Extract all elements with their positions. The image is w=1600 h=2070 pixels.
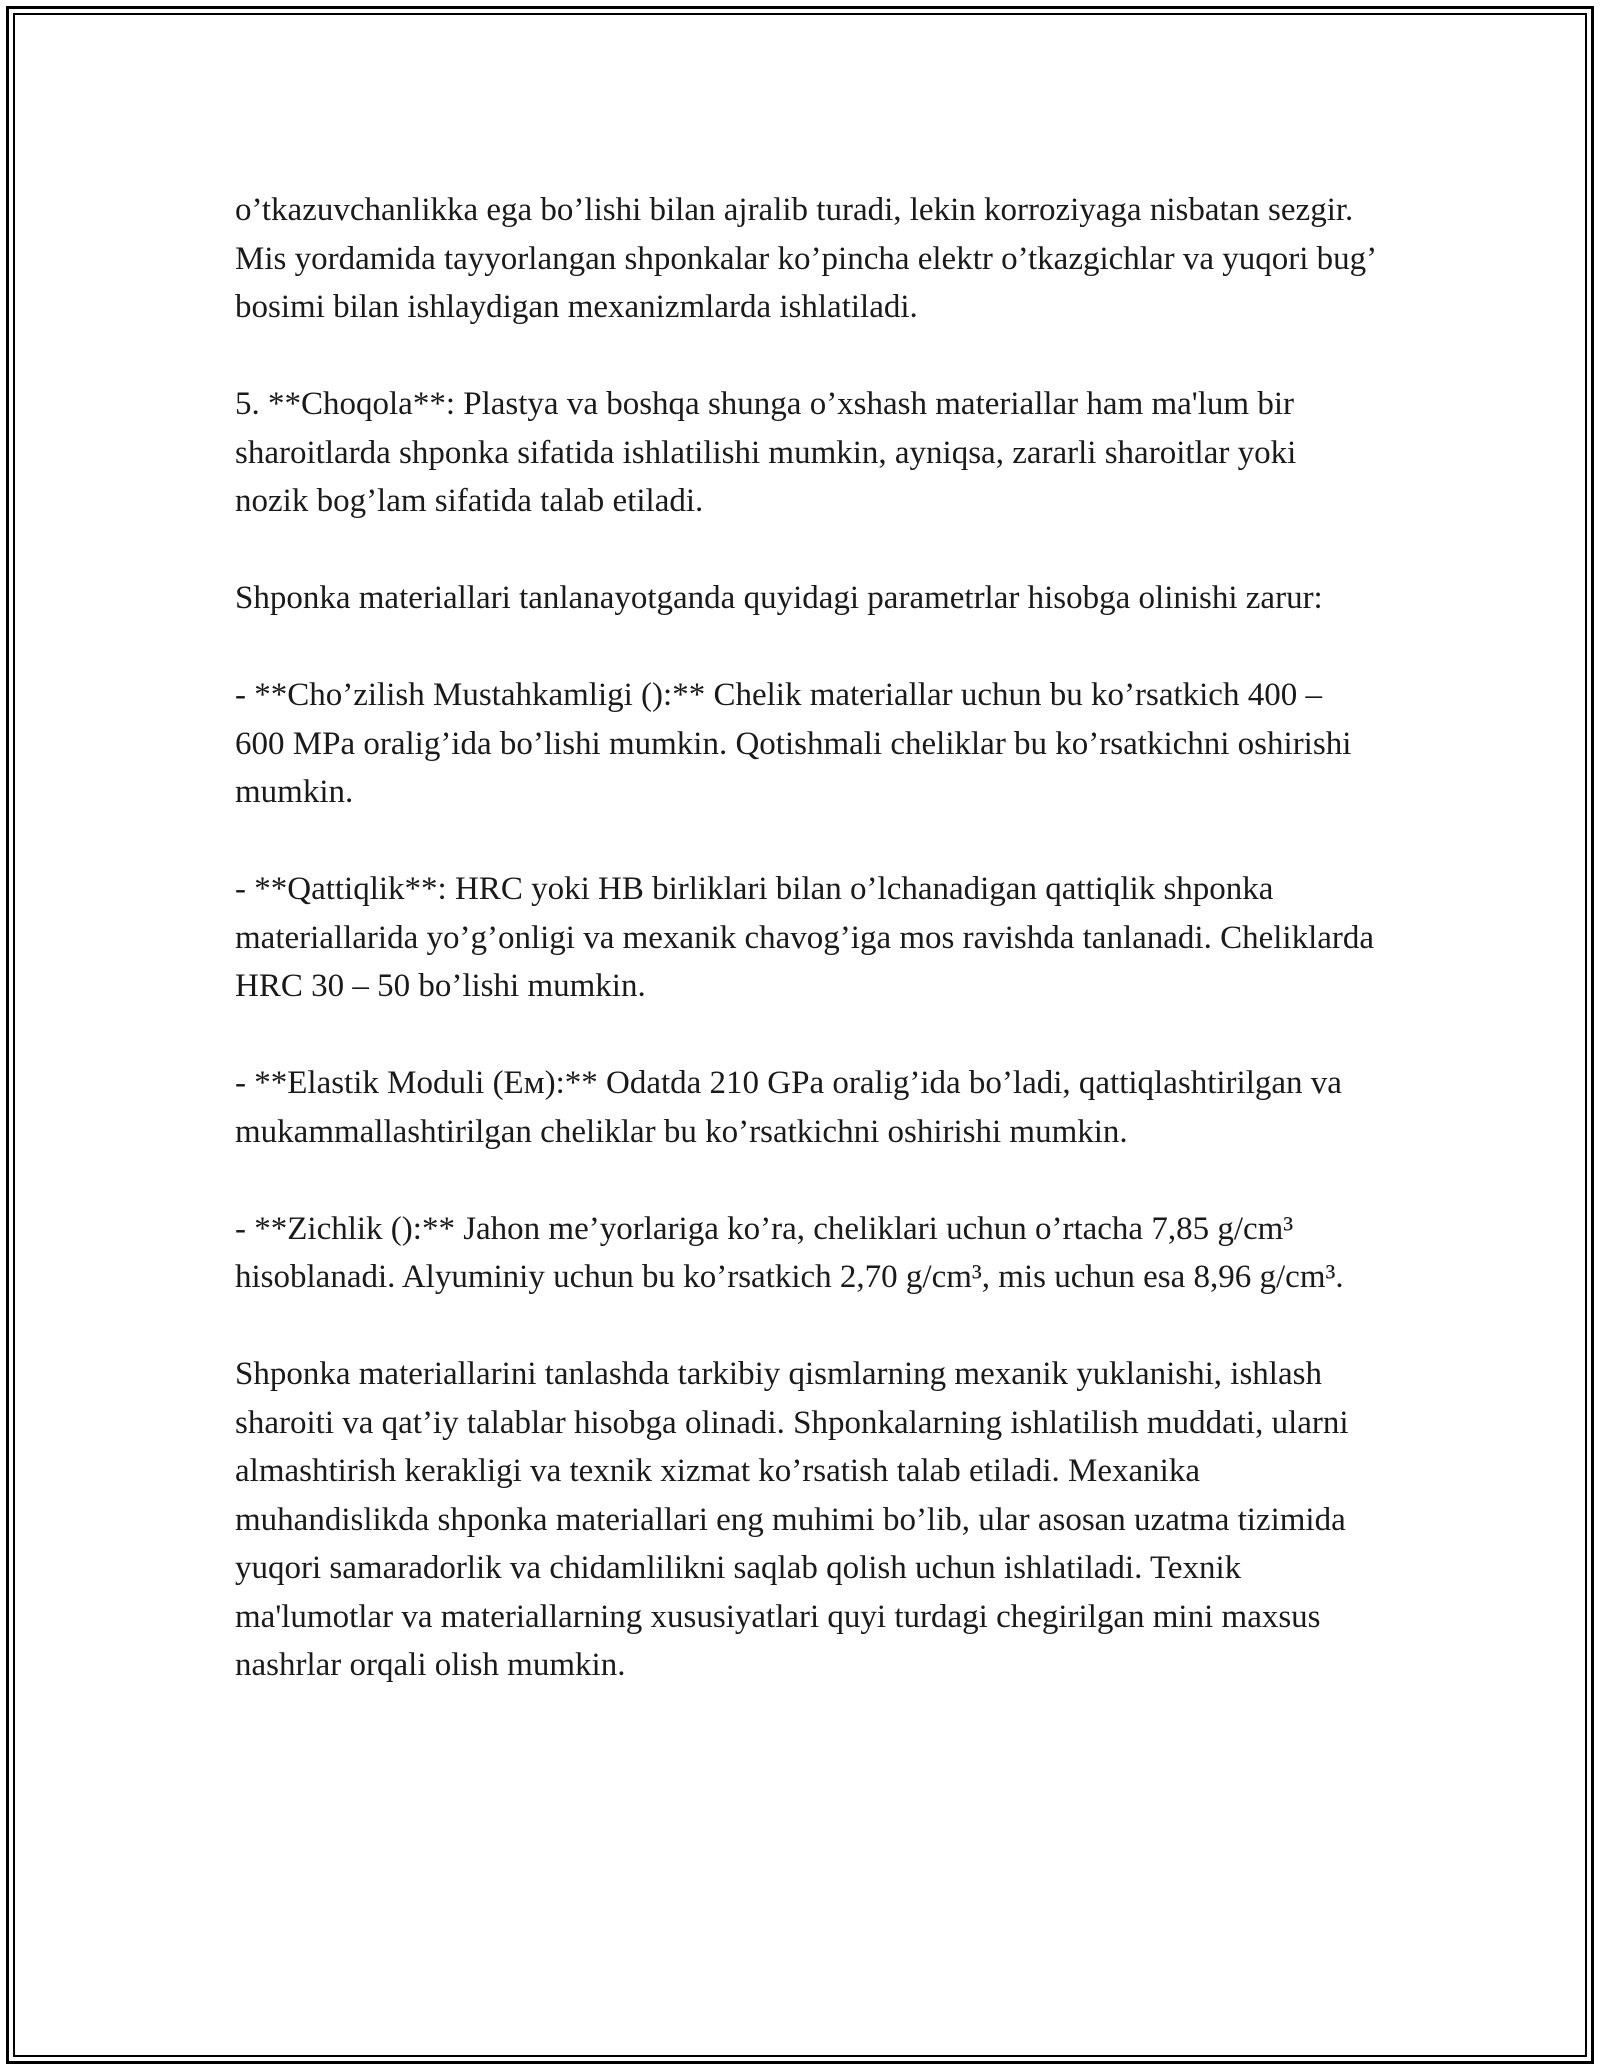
paragraph-density: - **Zichlik ():** Jahon me’yorlariga ko’ra, cheliklari uchun o’rtacha 7,85 g/cm³ hisoblanadi. Alyuminiy uchun bu ko’rsatkich 2,70 g/cm³, mis uchun esa 8,96 g/cm³. (235, 1210, 1344, 1295)
paragraph-parameters-intro: Shponka materiallari tanlanayotganda quyidagi parametrlar hisobga olinishi zarur: (235, 580, 1323, 616)
paragraph-conclusion: Shponka materiallarini tanlashda tarkibiy qismlarning mexanik yuklanishi, ishlash sharoiti va qat’iy talablar hisobga olinadi. Shponkalarning ishlatilish muddati, ularni almashtirish kerakligi va texnik xizmat ko’rsatish talab etiladi. Mexanika muhandislikda shponka materiallari eng muhimi bo’lib, ular asosan uzatma tizimida yuqori samaradorlik va chidamlilikni saqlab qolish uchun ishlatiladi. Texnik ma'lumotlar va materiallarning xususiyatlari quyi turdagi chegirilgan mini maxsus nashrlar orqali olish mumkin. (235, 1356, 1349, 1683)
paragraph-tensile-strength: - **Cho’zilish Mustahkamligi ():** Chelik materiallar uchun bu ko’rsatkich 400 – 600 MPa oralig’ida bo’lishi mumkin. Qotishmali cheliklar bu ko’rsatkichni oshirishi mumkin. (235, 677, 1352, 810)
paragraph-copper-description: o’tkazuvchanlikka ega bo’lishi bilan ajralib turadi, lekin korroziyaga nisbatan sezgir. Mis yordamida tayyorlangan shponkalar ko’pincha elektr o’tkazgichlar va yuqori bug’ bosimi bilan ishlaydigan mexanizmlarda ishlatiladi. (235, 192, 1375, 325)
paragraph-hardness: - **Qattiqlik**: HRC yoki HB birliklari bilan o’lchanadigan qattiqlik shponka materiallarida yo’g’onligi va mexanik chavog’iga mos ravishda tanlanadi. Cheliklarda HRC 30 – 50 bo’lishi mumkin. (235, 871, 1375, 1004)
document-body (235, 186, 1375, 1690)
paragraph-item-5-choqola: 5. **Choqola**: Plastya va boshqa shunga o’xshash materiallar ham ma'lum bir sharoitlarda shponka sifatida ishlatilishi mumkin, ayniqsa, zararli sharoitlar yoki nozik bog’lam sifatida talab etiladi. (235, 386, 1297, 519)
paragraph-elastic-modulus: - **Elastik Moduli (Eм):** Odatda 210 GPa oralig’ida bo’ladi, qattiqlashtirilgan va mukammallashtirilgan cheliklar bu ko’rsatkichni oshirishi mumkin. (235, 1065, 1342, 1150)
